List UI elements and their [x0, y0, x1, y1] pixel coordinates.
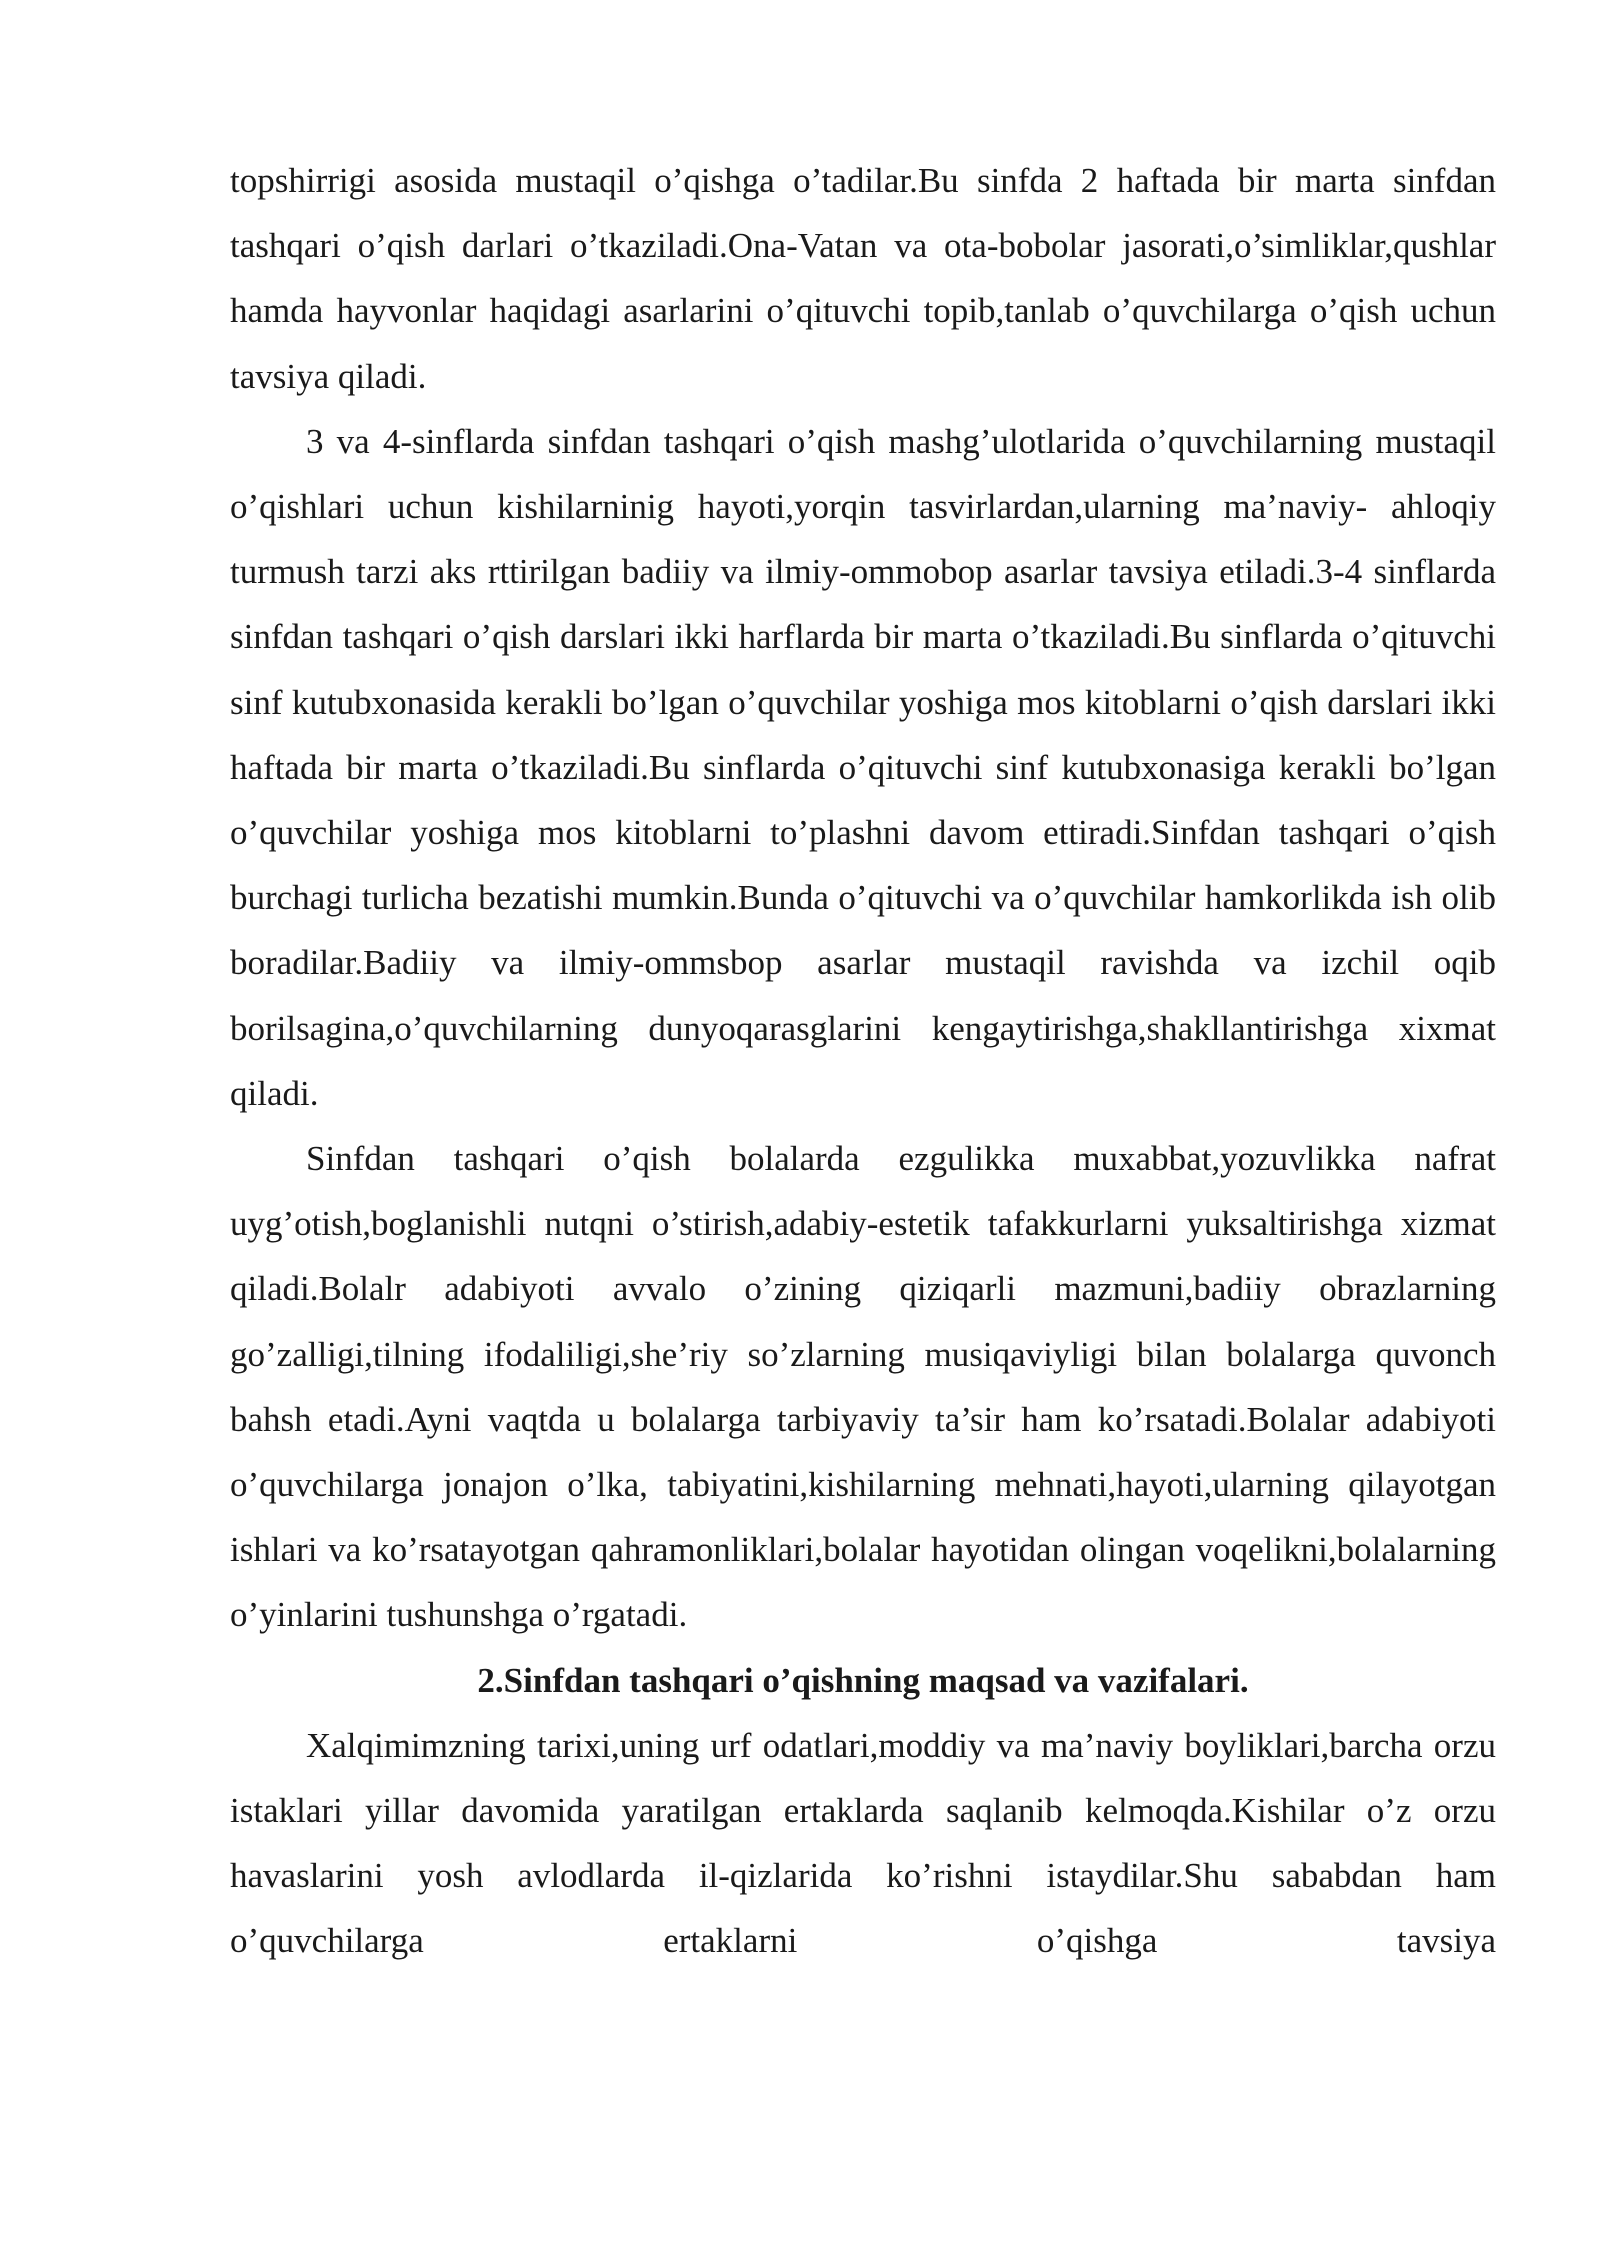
paragraph-4: Xalqimimzning tarixi,uning urf odatlari,moddiy va ma’naviy boyliklari,barcha orzu istaklari yillar davomida yaratilgan ertaklarda saqlanib kelmoqda.Kishilar o’z orzu havaslarini yosh avlodlarda il-qizlarida ko’rishni istaydilar.Shu sababdan ham o’quvchilarga ertaklarni o’qishga tavsiya [230, 1725, 1496, 1961]
document-body [230, 148, 1496, 1974]
section-heading: 2.Sinfdan tashqari o’qishning maqsad va vazifalari. [477, 1660, 1249, 1700]
paragraph-1: topshirrigi asosida mustaqil o’qishga o’tadilar.Bu sinfda 2 haftada bir marta sinfdan tashqari o’qish darlari o’tkaziladi.Ona-Vatan va ota-bobolar jasorati,o’simliklar,qushlar hamda hayvonlar haqidagi asarlarini o’qituvchi topib,tanlab o’quvchilarga o’qish uchun tavsiya qiladi. [230, 161, 1496, 396]
paragraph-3: Sinfdan tashqari o’qish bolalarda ezgulikka muxabbat,yozuvlikka nafrat uyg’otish,boglanishli nutqni o’stirish,adabiy-estetik tafakkurlarni yuksaltirishga xizmat qiladi.Bolalr adabiyoti avvalo o’zining qiziqarli mazmuni,badiiy obrazlarning go’zalligi,tilning ifodaliligi,she’riy so’zlarning musiqaviyligi bilan bolalarga quvonch bahsh etadi.Ayni vaqtda u bolalarga tarbiyaviy ta’sir ham ko’rsatadi.Bolalar adabiyoti o’quvchilarga jonajon o’lka, tabiyatini,kishilarning mehnati,hayoti,ularning qilayotgan ishlari va ko’rsatayotgan qahramonliklari,bolalar hayotidan olingan voqelikni,bolalarning o’yinlarini tushunshga o’rgatadi. [230, 1139, 1496, 1635]
paragraph-2: 3 va 4-sinflarda sinfdan tashqari o’qish mashg’ulotlarida o’quvchilarning mustaqil o’qishlari uchun kishilarninig hayoti,yorqin tasvirlardan,ularning ma’naviy- ahloqiy turmush tarzi aks rttirilgan badiiy va ilmiy-ommobop asarlar tavsiya etiladi.3-4 sinflarda sinfdan tashqari o’qish darslari ikki harflarda bir marta o’tkaziladi.Bu sinflarda o’qituvchi sinf kutubxonasida kerakli bo’lgan o’quvchilar yoshiga mos kitoblarni o’qish darslari ikki haftada bir marta o’tkaziladi.Bu sinflarda o’qituvchi sinf kutubxonasiga kerakli bo’lgan o’quvchilar yoshiga mos kitoblarni to’plashni davom ettiradi.Sinfdan tashqari o’qish burchagi turlicha bezatishi mumkin.Bunda o’qituvchi va o’quvchilar hamkorlikda ish olib boradilar.Badiiy va ilmiy-ommsbop asarlar mustaqil ravishda va izchil oqib borilsagina,o’quvchilarning dunyoqarasglarini kengaytirishga,shakllantirishga xixmat qiladi. [230, 421, 1496, 1113]
